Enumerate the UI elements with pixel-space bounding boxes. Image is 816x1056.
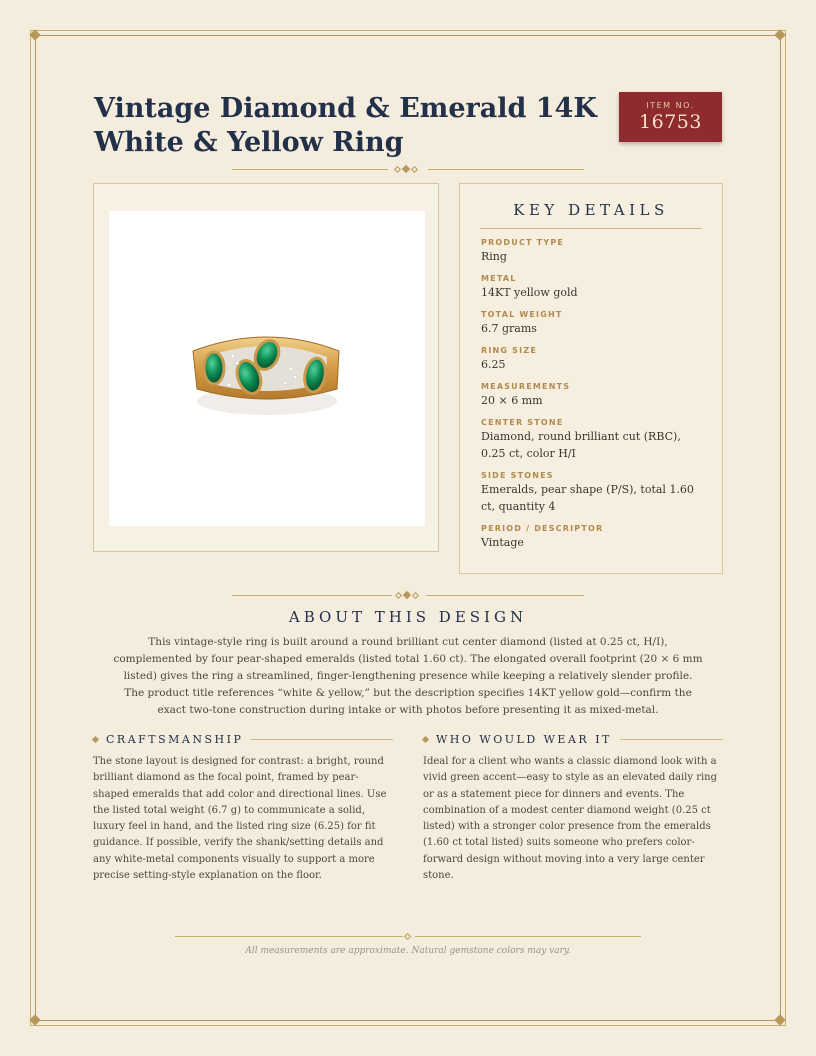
item-number-value: 16753 [639,111,702,133]
detail-field [481,471,708,515]
about-text: This vintage-style ring is built around a round brilliant cut center diamond (listed at 0.25 ct, H/I), complemented by four pear-shaped emeralds (listed total 1.60 ct). The elongated overall footprint (20 × 6 mm listed) gives the ring a streamlined, finger-lengthening presence while keeping a relatively slender profile. The product title references “white & yellow,” but the description specifies 14KT yellow gold—confirm the exact two-tone construction during intake or with photos before presenting it as mixed-metal. [113,636,703,716]
craftsmanship-header [93,733,393,746]
detail-field [481,274,708,301]
detail-label: PRODUCT TYPE [481,238,565,247]
detail-label: RING SIZE [481,346,537,355]
heading-rule [251,739,393,740]
detail-field [481,238,708,265]
key-details-heading: KEY DETAILS [480,201,702,229]
detail-label: TOTAL WEIGHT [481,310,563,319]
detail-field [481,524,708,551]
about-heading: ABOUT THIS DESIGN [288,608,528,626]
detail-label: PERIOD / DESCRIPTOR [481,524,604,533]
craftsmanship-text: The stone layout is designed for contrast: a bright, round brilliant diamond as the focal point, framed by pear-shaped emeralds that add color and directional lines. Use the listed total weight (6.7 g) to communicate a solid, luxury feel in hand, and the listed ring size (6.25) for fit guidance. If possible, verify the shank/setting details and any white-metal components visually to support a more precise setting-style explanation on the floor. [93,756,387,882]
footer-divider [175,936,403,937]
detail-value: Diamond, round brilliant cut (RBC), 0.25 ct, color H/I [481,430,681,460]
product-photo-frame [93,183,439,552]
heading-rule [620,739,723,740]
detail-value: Ring [481,250,507,263]
ring-image-icon [109,211,425,526]
section-divider [232,595,392,596]
detail-label: MEASUREMENTS [481,382,571,391]
header-divider [428,169,584,170]
detail-field [481,382,708,409]
footer-divider [415,936,641,937]
detail-value: 6.7 grams [481,322,537,335]
detail-label: METAL [481,274,517,283]
header-divider [232,169,388,170]
detail-value: Emeralds, pear shape (P/S), total 1.60 ct, quantity 4 [481,483,694,513]
divider-ornament-icon [395,166,417,172]
craftsmanship-heading: CRAFTSMANSHIP [106,733,244,746]
item-number-badge [619,92,722,142]
wearer-heading: WHO WOULD WEAR IT [436,733,612,746]
detail-value: Vintage [481,536,524,549]
detail-label: SIDE STONES [481,471,554,480]
wearer-text: Ideal for a client who wants a classic diamond look with a vivid green accent—easy to style as an elevated daily ring or as a statement piece for dinners and events. The combination of a modest center diamond weight (0.25 ct listed) with a stronger color presence from the emeralds (1.60 ct total listed) suits someone who prefers color-forward design without moving into a very large center stone. [423,756,718,882]
detail-value: 14KT yellow gold [481,286,578,299]
detail-value: 20 × 6 mm [481,394,543,407]
item-number-label: ITEM NO. [646,101,695,110]
section-divider [426,595,584,596]
detail-field [481,310,708,337]
bullet-diamond-icon [422,736,429,743]
wearer-header [423,733,723,746]
bullet-diamond-icon [92,736,99,743]
product-photo [109,211,425,526]
detail-field [481,418,708,462]
detail-field [481,346,708,373]
divider-ornament-icon [396,592,418,598]
page-title: Vintage Diamond & Emerald 14K White & Yellow Ring [94,93,597,158]
footer-note: All measurements are approximate. Natural gemstone colors may vary. [245,946,571,956]
key-details-panel [459,183,723,574]
detail-value: 6.25 [481,358,506,371]
detail-label: CENTER STONE [481,418,564,427]
